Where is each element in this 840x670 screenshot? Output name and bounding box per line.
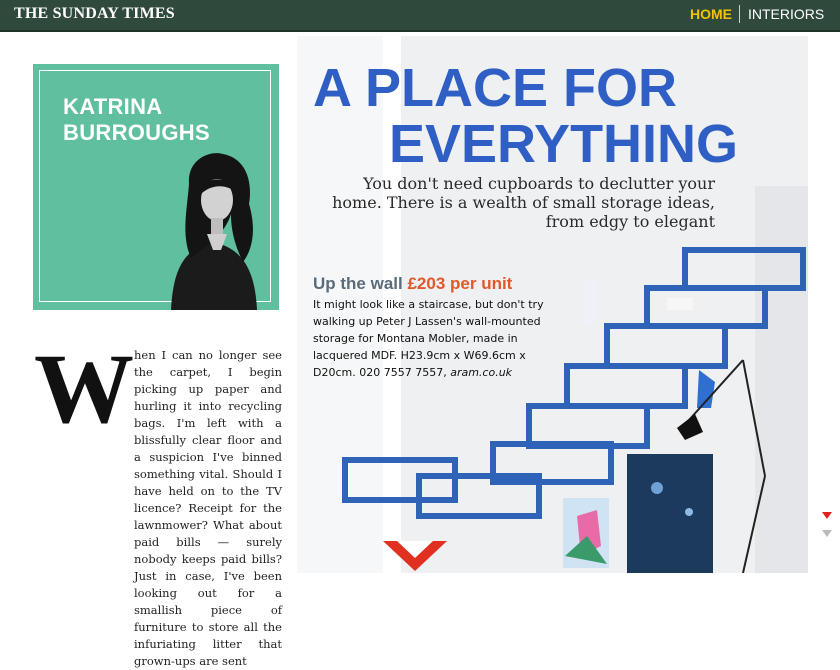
article-text: hen I can no longer see the carpet, I begin picking up paper and hurling it into recycling bags. I'm left with a blissfully clear floor and a suspicion I've binned something vital. Should I have held on to the TV licence? Receipt for the lawnmower? What about paid bills — surely nobody keeps paid bills? Just in case, I've been looking out for a smallish piece of furniture to store all the infuriating litter that grown-ups are sent: [134, 348, 282, 668]
author-last-name: BURROUGHS: [63, 120, 210, 145]
caption-website-link[interactable]: aram.co.uk: [450, 366, 513, 379]
nav-divider: [739, 5, 740, 23]
caption-price: £203 per unit: [407, 274, 513, 293]
standfirst: You don't need cupboards to declutter your home. There is a wealth of small storage ideas, from edgy to elegant: [332, 174, 715, 231]
nav-interiors-link[interactable]: INTERIORS: [748, 6, 825, 22]
headline-line-2: EVERYTHING: [389, 114, 739, 174]
article-body: [34, 347, 282, 670]
caption-title-text: Up the wall: [313, 274, 403, 293]
author-name: [63, 94, 213, 146]
headline-line-1: A PLACE FOR: [313, 58, 677, 118]
masthead-logo[interactable]: THE SUNDAY TIMES: [14, 5, 175, 22]
scroll-marker-red-icon[interactable]: [822, 512, 832, 519]
caption-body-text: It might look like a staircase, but don't try walking up Peter J Lassen's wall-mounted storage for Montana Mobler, made in lacquered MDF. H23.9cm x W69.6cm x D20cm. 020 7557 7557,: [313, 298, 544, 379]
author-portrait: [151, 150, 275, 310]
author-first-name: KATRINA: [63, 94, 163, 119]
scroll-marker-grey-icon[interactable]: [822, 530, 832, 537]
feature-photo: [297, 36, 808, 573]
nav-home-link[interactable]: HOME: [690, 6, 732, 22]
top-bar: [0, 0, 840, 32]
author-panel: [33, 64, 279, 310]
caption-title: [313, 274, 512, 294]
drop-cap: W: [34, 333, 134, 444]
caption-body: [313, 296, 563, 381]
feature-headline: [313, 60, 793, 172]
